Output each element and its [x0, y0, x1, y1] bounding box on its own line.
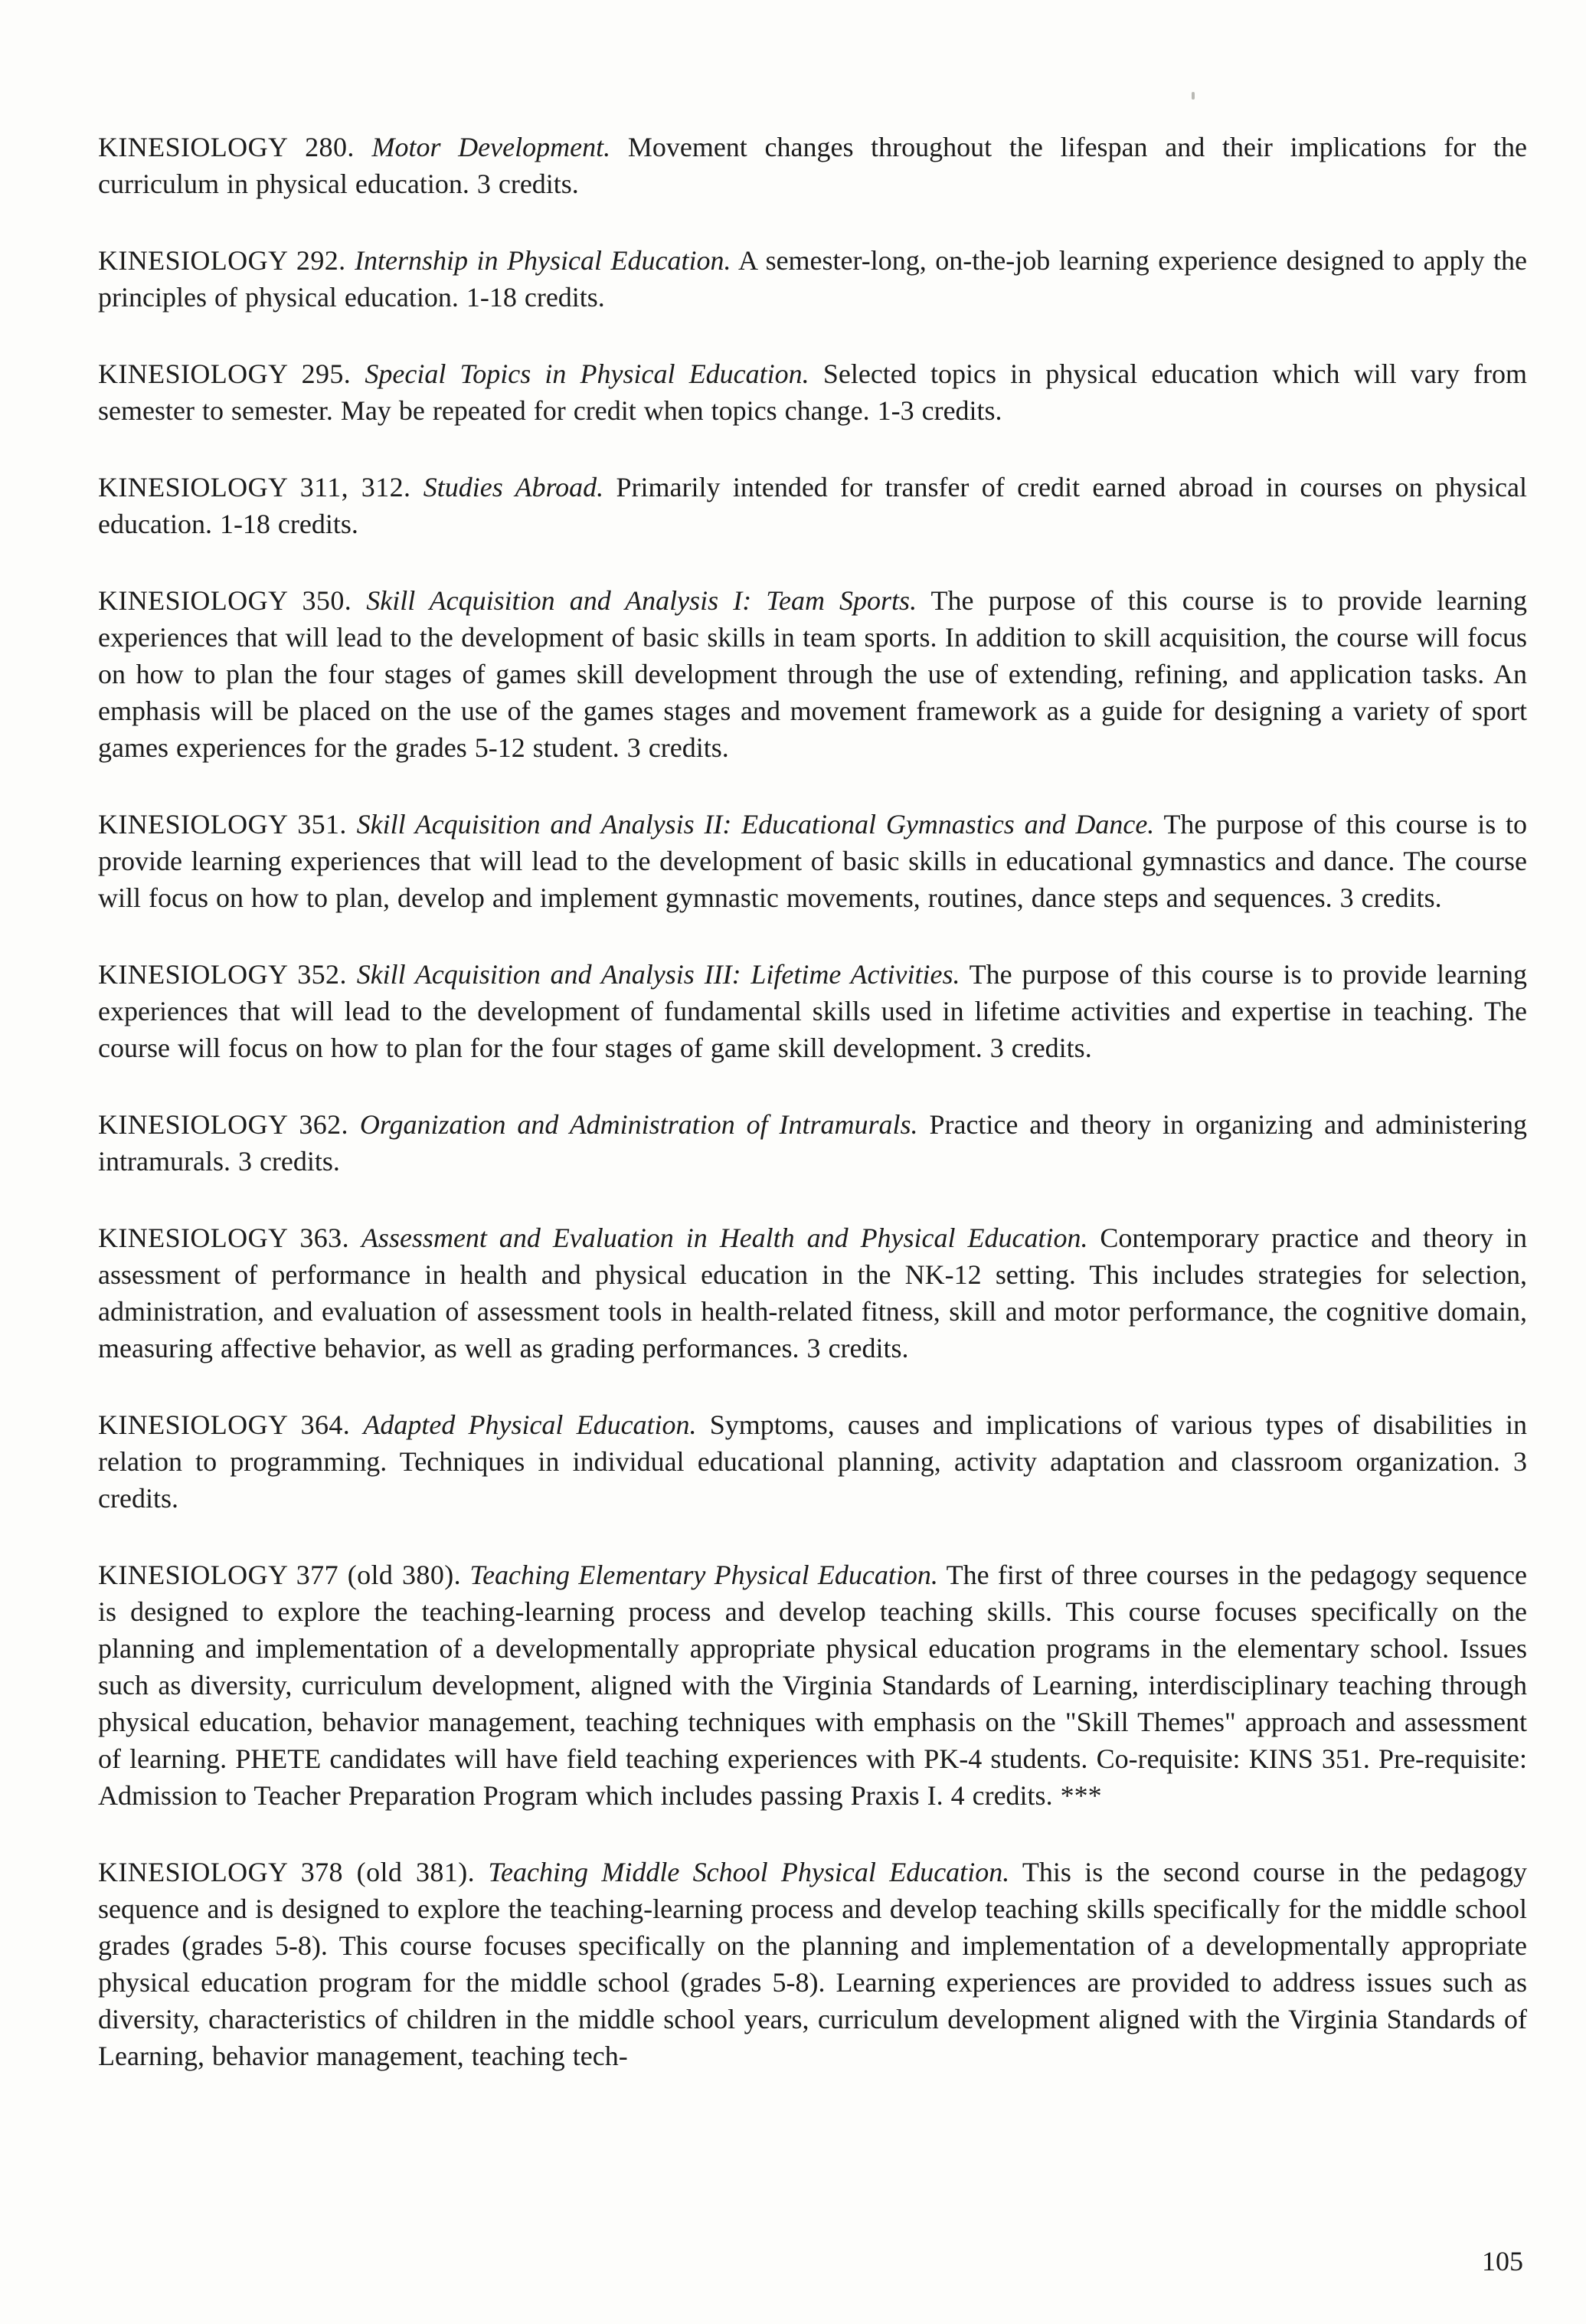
course-title: Organization and Administration of Intramurals.: [359, 1109, 918, 1140]
course-code: KINESIOLOGY 311, 312.: [98, 472, 411, 502]
course-description: Primarily intended for transfer of credit earned abroad in courses on physical education. 1-18 credits.: [98, 472, 1527, 539]
course-entry: [98, 956, 1527, 1066]
course-code: KINESIOLOGY 378 (old 381).: [98, 1857, 475, 1887]
course-entry: [98, 1854, 1527, 2074]
course-description: Selected topics in physical education which will vary from semester to semester. May be repeated for credit when topics change. 1-3 credits.: [98, 358, 1527, 426]
course-description: Symptoms, causes and implications of various types of disabilities in relation to programming. Techniques in individual educational planning, activity adaptation and classroom organization. 3 credits.: [98, 1409, 1527, 1514]
course-code: KINESIOLOGY 350.: [98, 585, 352, 616]
course-description: Movement changes throughout the lifespan and their implications for the curriculum in physical education. 3 credits.: [98, 132, 1528, 199]
course-title: Internship in Physical Education.: [355, 245, 731, 276]
course-entry: [98, 469, 1527, 542]
course-entry: [98, 355, 1527, 429]
course-description: The purpose of this course is to provide learning experiences that will lead to the development of basic skills in educational gymnastics and dance. The course will focus on how to plan, develop and implement gymnastic movements, routines, dance steps and sequences. 3 credits.: [98, 809, 1527, 913]
course-title: Motor Development.: [371, 132, 611, 162]
course-entry: [98, 582, 1527, 766]
course-code: KINESIOLOGY 280.: [98, 132, 355, 162]
course-entry: [98, 806, 1527, 916]
course-description: The purpose of this course is to provide learning experiences that will lead to the development of fundamental skills used in lifetime activities and expertise in teaching. The course will focus on how to plan for the four stages of game skill development. 3 credits.: [98, 959, 1528, 1063]
course-title: Skill Acquisition and Analysis I: Team Sports.: [366, 585, 917, 616]
course-code: KINESIOLOGY 295.: [98, 358, 352, 389]
course-code: KINESIOLOGY 292.: [98, 245, 346, 276]
course-code: KINESIOLOGY 362.: [98, 1109, 348, 1140]
course-description: Practice and theory in organizing and administering intramurals. 3 credits.: [98, 1109, 1528, 1177]
course-title: Teaching Elementary Physical Education.: [469, 1560, 938, 1590]
course-title: Assessment and Evaluation in Health and Physical Education.: [361, 1223, 1088, 1253]
course-title: Special Topics in Physical Education.: [365, 358, 809, 389]
course-code: KINESIOLOGY 352.: [98, 959, 347, 990]
course-list: [98, 129, 1527, 2114]
course-description: This is the second course in the pedagogy sequence and is designed to explore the teaching-learning process and develop teaching skills specifically for the middle school grades (grades 5-8). This course focuses specifically on the planning and implementation of a developmentally appropriate physical education program for the middle school (grades 5-8). Learning experiences are provided to address issues such as diversity, characteristics of children in the middle school years, curriculum development aligned with the Virginia Standards of Learning, behavior management, teaching tech-: [98, 1857, 1528, 2071]
course-description: The first of three courses in the pedagogy sequence is designed to explore the teaching-learning process and develop teaching skills. This course focuses specifically on the planning and implementation of a developmentally appropriate physical education programs in the elementary school. Issues such as diversity, curriculum development, aligned with the Virginia Standards of Learning, interdisciplinary teaching through physical education, behavior management, teaching techniques with emphasis on the "Skill Themes" approach and assessment of learning. PHETE candidates will have field teaching experiences with PK-4 students. Co-requisite: KINS 351. Pre-requisite: Admission to Teacher Preparation Program which includes passing Praxis I. 4 credits. ***: [98, 1560, 1528, 1811]
course-entry: [98, 1556, 1527, 1814]
course-title: Skill Acquisition and Analysis III: Lifetime Activities.: [356, 959, 960, 990]
course-code: KINESIOLOGY 377 (old 380).: [98, 1560, 462, 1590]
course-description: Contemporary practice and theory in assessment of performance in health and physical education in the NK-12 setting. This includes strategies for selection, administration, and evaluation of assessment tools in health-related fitness, skill and motor performance, the cognitive domain, measuring affective behavior, as well as grading performances. 3 credits.: [98, 1223, 1528, 1363]
scan-artifact: [1192, 92, 1195, 100]
course-title: Teaching Middle School Physical Education.: [488, 1857, 1010, 1887]
course-description: A semester-long, on-the-job learning experience designed to apply the principles of physical education. 1-18 credits.: [98, 245, 1528, 313]
course-title: Adapted Physical Education.: [363, 1409, 697, 1440]
course-title: Studies Abroad.: [423, 472, 604, 502]
course-entry: [98, 1219, 1527, 1367]
course-title: Skill Acquisition and Analysis II: Educational Gymnastics and Dance.: [356, 809, 1155, 840]
course-entry: [98, 242, 1527, 316]
course-code: KINESIOLOGY 351.: [98, 809, 347, 840]
course-code: KINESIOLOGY 364.: [98, 1409, 351, 1440]
course-entry: [98, 129, 1527, 202]
course-code: KINESIOLOGY 363.: [98, 1223, 349, 1253]
course-description: The purpose of this course is to provide learning experiences that will lead to the development of basic skills in team sports. In addition to skill acquisition, the course will focus on how to plan the four stages of games skill development through the use of extending, refining, and application tasks. An emphasis will be placed on the use of the games stages and movement framework as a guide for designing a variety of sport games experiences for the grades 5-12 student. 3 credits.: [98, 585, 1528, 763]
course-entry: [98, 1106, 1527, 1180]
course-entry: [98, 1406, 1527, 1517]
page-number: 105: [1482, 2246, 1523, 2277]
